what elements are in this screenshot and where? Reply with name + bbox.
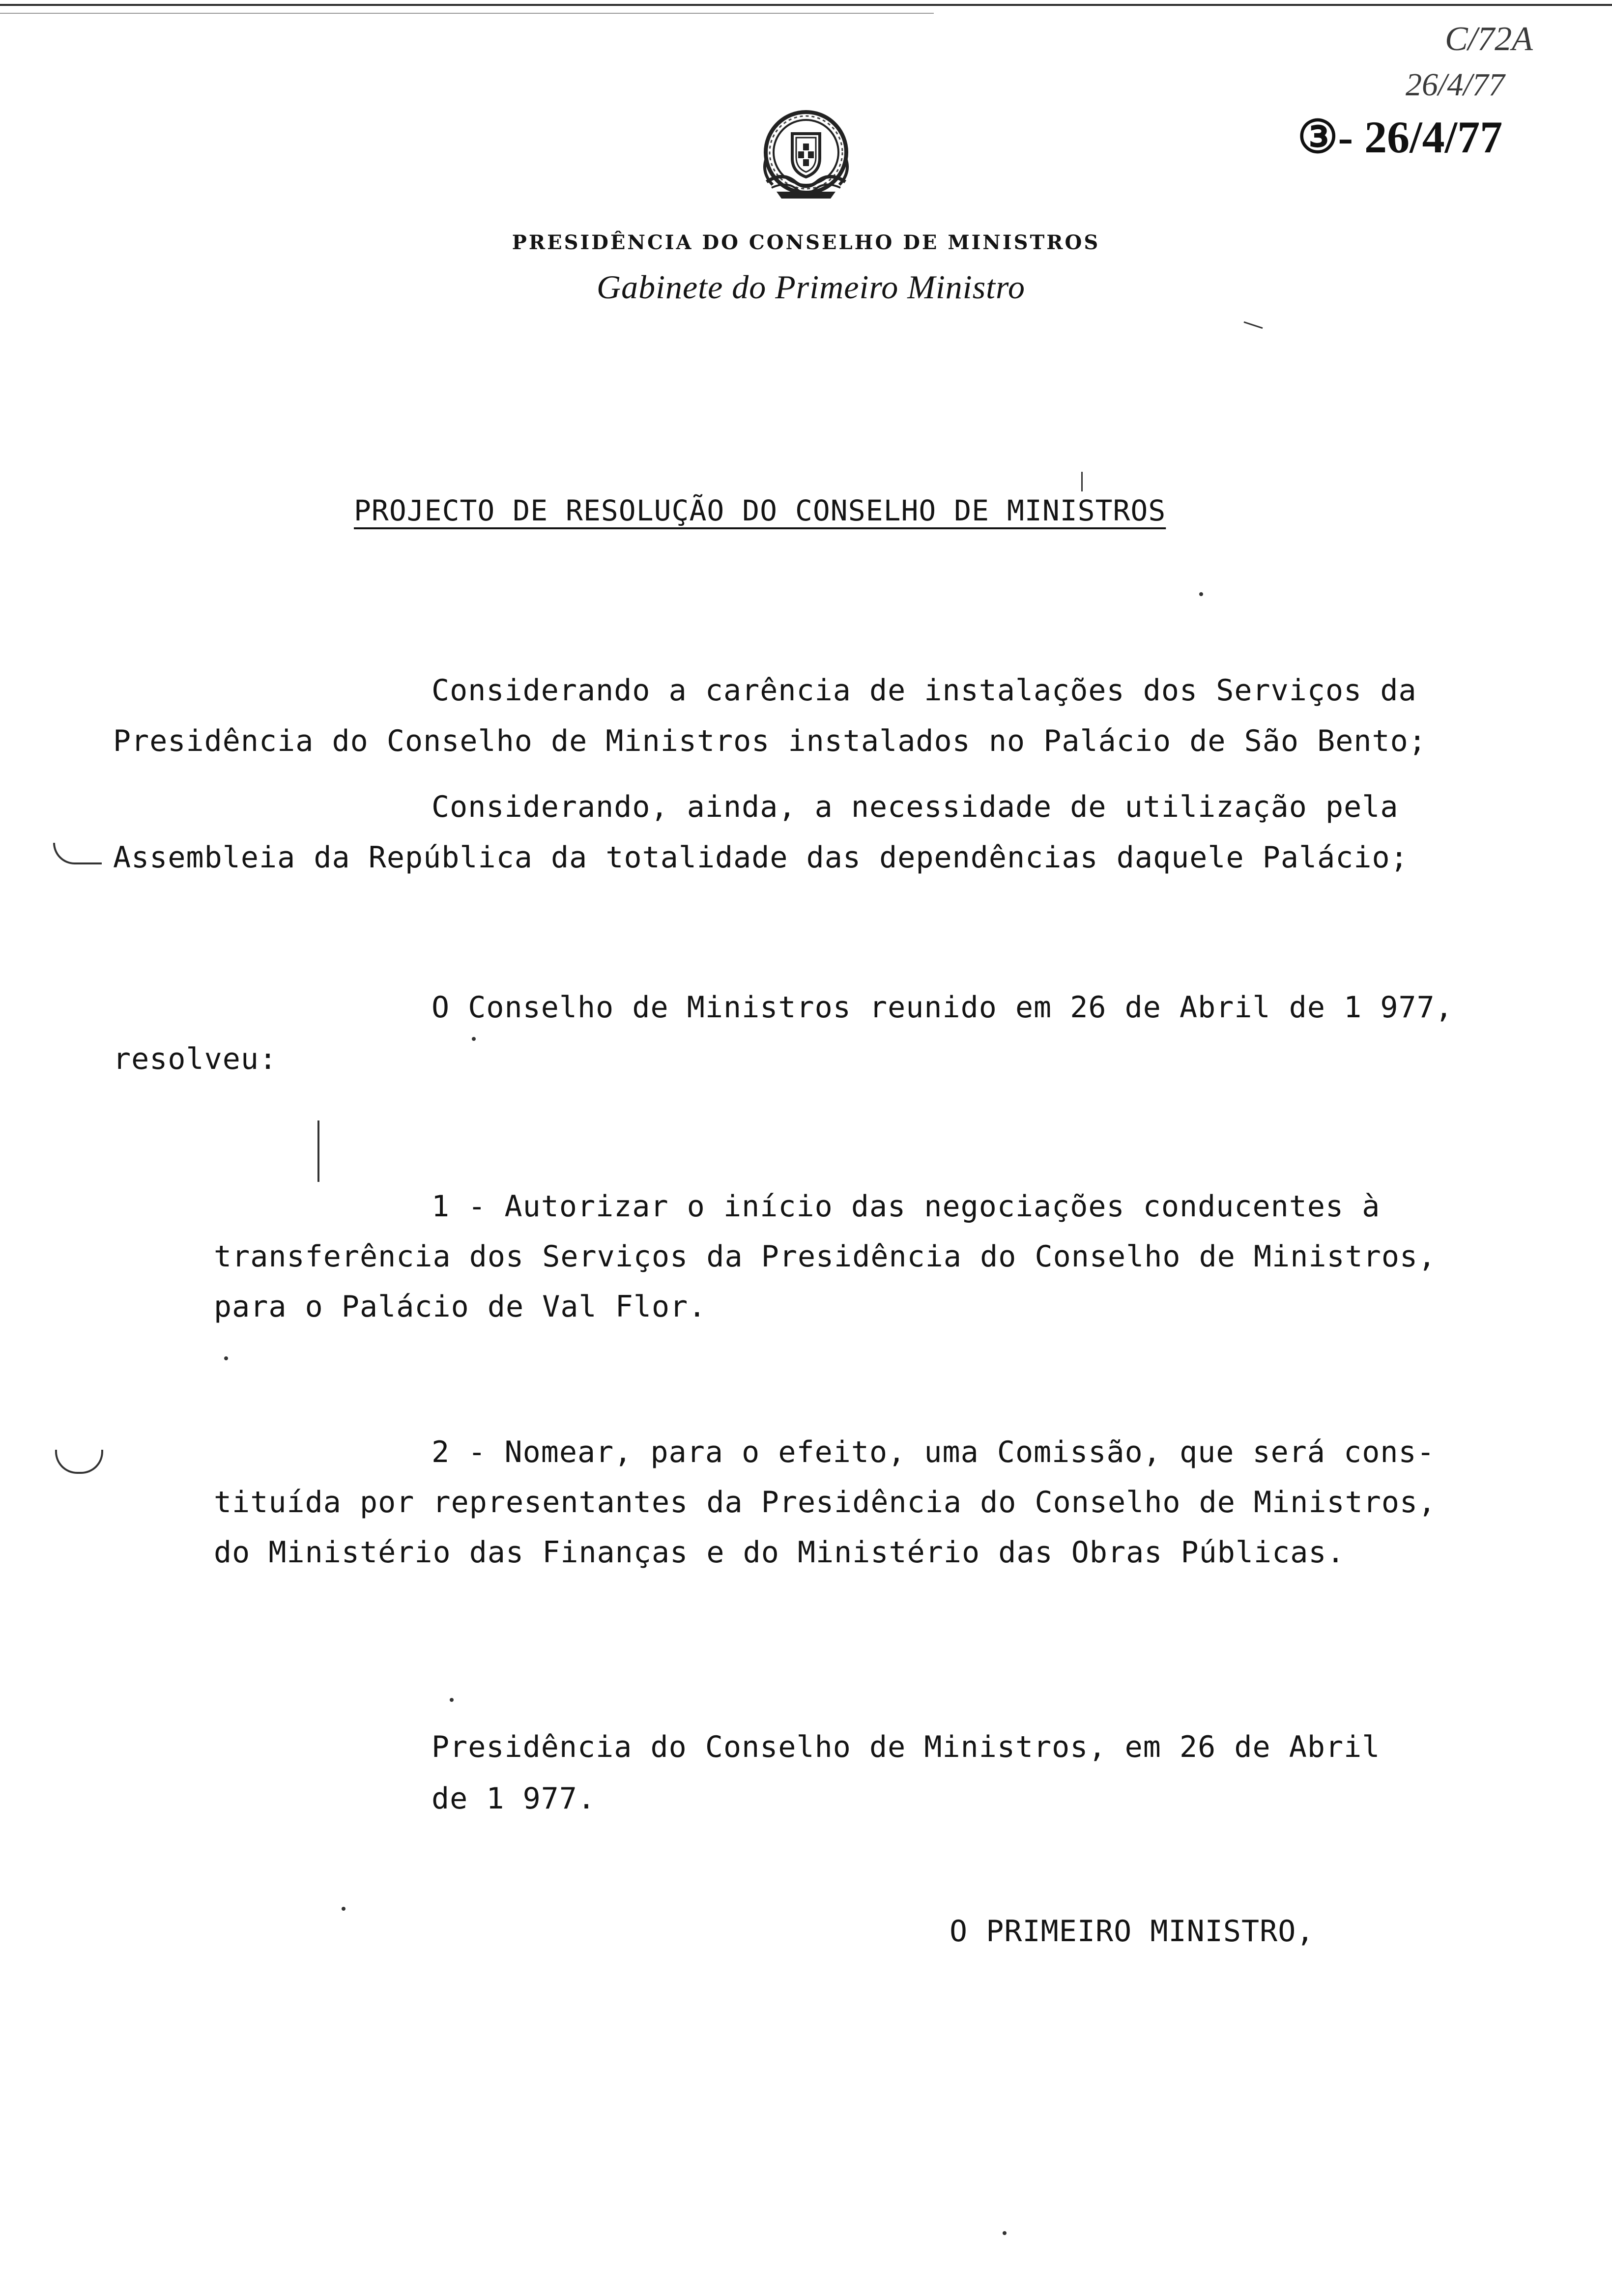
resolution-intro-line-1: O Conselho de Ministros reunido em 26 de Abril de 1 977, [432, 990, 1453, 1025]
closing-line-1: Presidência do Conselho de Ministros, em 26 de Abril [432, 1730, 1381, 1764]
organization-name: PRESIDÊNCIA DO CONSELHO DE MINISTROS [512, 231, 1100, 254]
pen-dash-mark [1244, 321, 1263, 329]
ink-dot [224, 1356, 228, 1360]
item-1-line-1: 1 - Autorizar o início das negociações conducentes à [432, 1189, 1381, 1224]
margin-pen-stroke [317, 1120, 319, 1182]
consideration-2-line-1: Considerando, ainda, a necessidade de utilização pela [432, 790, 1399, 824]
document-title: PROJECTO DE RESOLUÇÃO DO CONSELHO DE MINISTROS [354, 494, 1166, 527]
top-border-line-faint [0, 13, 934, 14]
item-2-line-3: do Ministério das Finanças e do Ministério das Obras Públicas. [214, 1535, 1345, 1570]
ink-dot [450, 1698, 454, 1702]
ink-dot [1003, 2231, 1007, 2235]
coat-of-arms-icon [747, 98, 865, 216]
top-border-line [0, 4, 1612, 6]
consideration-1-line-2: Presidência do Conselho de Ministros instalados no Palácio de São Bento; [113, 724, 1427, 758]
ink-dot [1199, 592, 1203, 596]
margin-bracket-mark [53, 843, 102, 864]
margin-bracket-mark [55, 1450, 103, 1474]
item-2-line-2: tituída por representantes da Presidência do Conselho de Ministros, [214, 1485, 1437, 1520]
resolution-intro-line-2: resolveu: [113, 1042, 278, 1076]
office-name: Gabinete do Primeiro Ministro [597, 268, 1025, 306]
pen-tick-mark [1081, 472, 1083, 491]
ink-dot [342, 1907, 345, 1911]
ink-dot [472, 1037, 476, 1041]
item-1-line-2: transferência dos Serviços da Presidência do Conselho de Ministros, [214, 1239, 1437, 1274]
handwritten-note-date: 26/4/77 [1406, 67, 1505, 103]
closing-line-2: de 1 977. [432, 1781, 596, 1816]
item-1-line-3: para o Palácio de Val Flor. [214, 1290, 707, 1324]
handwritten-note-numbered-date: ③- 26/4/77 [1297, 112, 1503, 162]
consideration-2-line-2: Assembleia da República da totalidade das dependências daquele Palácio; [113, 840, 1409, 875]
signature-label: O PRIMEIRO MINISTRO, [950, 1914, 1315, 1949]
handwritten-note-reference: C/72A [1445, 20, 1533, 58]
consideration-1-line-1: Considerando a carência de instalações dos Serviços da [432, 673, 1417, 708]
item-2-line-1: 2 - Nomear, para o efeito, uma Comissão, que será cons- [432, 1435, 1435, 1469]
